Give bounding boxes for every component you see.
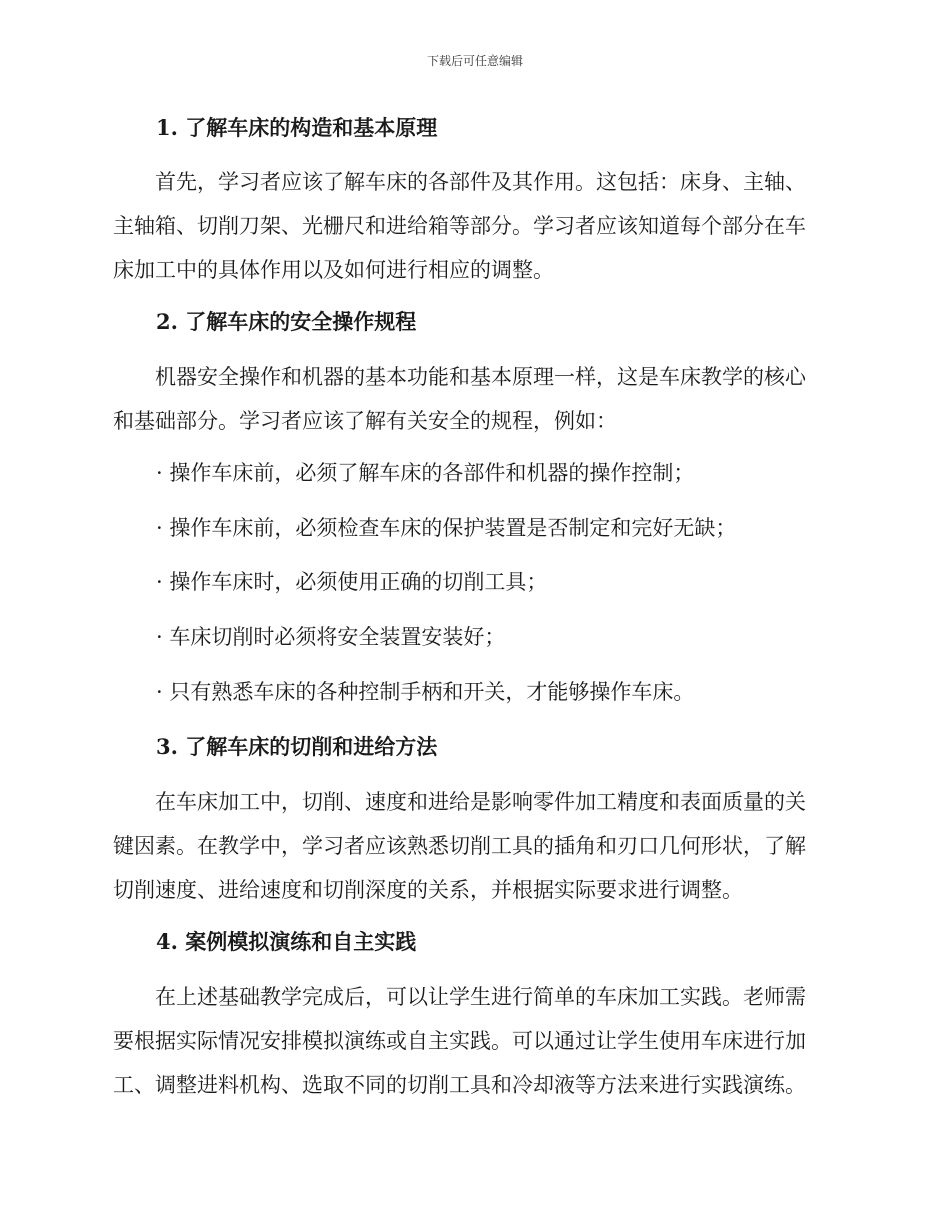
paragraph-line: 机器安全操作和机器的基本功能和基本原理一样，这是车床教学的核心 bbox=[155, 365, 806, 389]
bullet-item: · 只有熟悉车床的各种控制手柄和开关，才能够操作车床。 bbox=[156, 680, 695, 704]
bullet-item: · 车床切削时必须将安全装置安装好； bbox=[156, 625, 506, 649]
section-heading-3: 3. 了解车床的切削和进给方法 bbox=[156, 734, 438, 759]
paragraph-line: 在上述基础教学完成后，可以让学生进行简单的车床加工实践。老师需 bbox=[155, 985, 806, 1009]
paragraph-line: 切削速度、进给速度和切削深度的关系，并根据实际要求进行调整。 bbox=[113, 878, 743, 902]
paragraph-line: 床加工中的具体作用以及如何进行相应的调整。 bbox=[113, 258, 554, 282]
paragraph-line: 在车床加工中，切削、速度和进给是影响零件加工精度和表面质量的关 bbox=[155, 790, 806, 814]
paragraph-line: 键因素。在教学中，学习者应该熟悉切削工具的插角和刃口几何形状，了解 bbox=[113, 834, 806, 858]
section-3-paragraph bbox=[113, 780, 833, 912]
section-2-paragraph bbox=[113, 355, 833, 443]
section-heading-4: 4. 案例模拟演练和自主实践 bbox=[156, 929, 417, 954]
section-1-paragraph bbox=[113, 160, 833, 292]
bullet-item: · 操作车床前，必须了解车床的各部件和机器的操作控制； bbox=[156, 461, 695, 485]
section-heading-1: 1. 了解车床的构造和基本原理 bbox=[156, 115, 438, 140]
paragraph-line: 要根据实际情况安排模拟演练或自主实践。可以通过让学生使用车床进行加 bbox=[113, 1029, 806, 1053]
bullet-item: · 操作车床前，必须检查车床的保护装置是否制定和完好无缺； bbox=[156, 516, 737, 540]
paragraph-line: 首先，学习者应该了解车床的各部件及其作用。这包括：床身、主轴、 bbox=[155, 170, 806, 194]
bullet-item: · 操作车床时，必须使用正确的切削工具； bbox=[156, 570, 548, 594]
section-4-paragraph bbox=[113, 975, 833, 1107]
section-heading-2: 2. 了解车床的安全操作规程 bbox=[156, 309, 417, 334]
paragraph-line: 和基础部分。学习者应该了解有关安全的规程，例如： bbox=[113, 409, 617, 433]
paragraph-line: 工、调整进料机构、选取不同的切削工具和冷却液等方法来进行实践演练。 bbox=[113, 1073, 806, 1097]
page-header: 下载后可任意编辑 bbox=[426, 54, 523, 68]
paragraph-line: 主轴箱、切削刀架、光栅尺和进给箱等部分。学习者应该知道每个部分在车 bbox=[113, 214, 806, 238]
